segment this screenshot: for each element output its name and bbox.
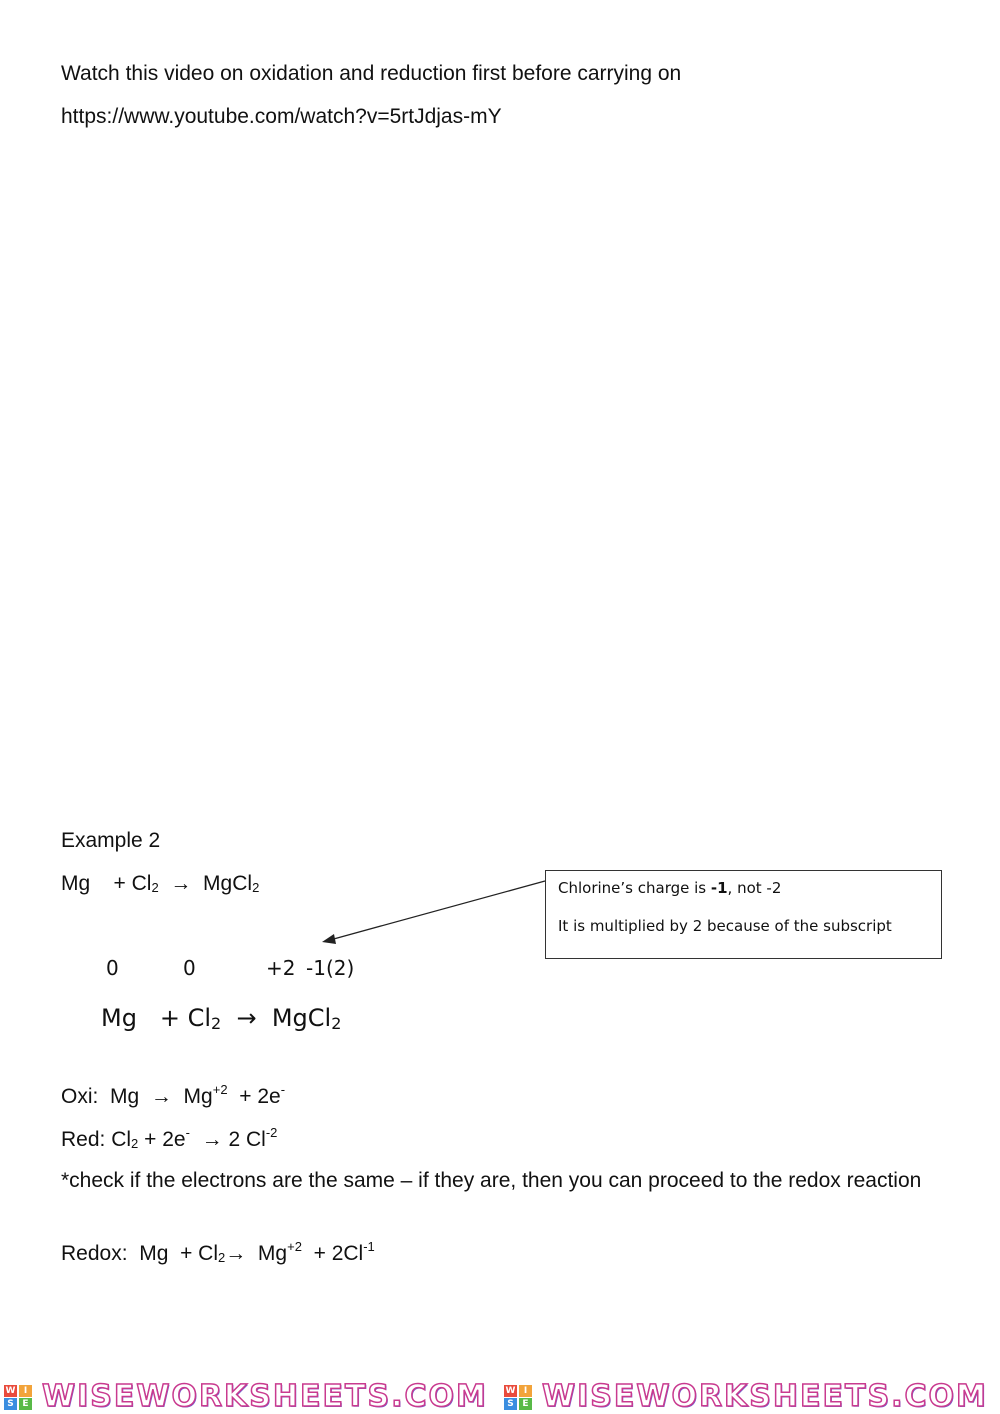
eq1-reactant2: + Cl [113, 872, 152, 895]
oxidation-line: Oxi: $Mg \to Mg^{+2} + 2e^-$ [61, 1082, 286, 1108]
brand-logo-1 [4, 1380, 488, 1413]
eq1-sub1: 2 [151, 880, 159, 895]
charge-mg-product: +2 [266, 956, 296, 980]
callout-box [545, 870, 942, 959]
check-note: *check if the electrons are the same – if they are, then you can proceed to the redox reaction [61, 1169, 922, 1192]
redox-line: Redox: $Mg + Cl_2\to Mg^{+2} + 2Cl^{-1}$ [61, 1239, 375, 1265]
callout-line-1: Chlorine’s charge is -1, not -2 [558, 879, 782, 897]
eq1-sub2: 2 [252, 880, 260, 895]
eq1-reactant1: Mg [61, 872, 91, 895]
brand-icon: W I S E [4, 1383, 36, 1411]
charge-cl2: 0 [183, 956, 196, 980]
brand-logo-2 [504, 1380, 988, 1413]
reduction-line: Red: $Cl_2 + 2e^- \to 2$ $Cl^{-2}$ [61, 1125, 278, 1151]
video-link[interactable]: https://www.youtube.com/watch?v=5rtJdjas-mY [61, 105, 502, 128]
charge-cl-product: -1(2) [306, 956, 355, 980]
equation-1 [61, 870, 259, 898]
footer-watermark [0, 1380, 1000, 1413]
eq1-arrow: → [170, 872, 192, 895]
equation-2: Mg + $Cl_2$ → MgCl$_2$ [101, 1004, 342, 1033]
brand-text: WISEWORKSHEETS.COM [42, 1379, 488, 1414]
charge-mg: 0 [106, 956, 119, 980]
callout-line-2: It is multiplied by 2 because of the subscript [558, 917, 892, 935]
brand-icon: W I S E [504, 1383, 536, 1411]
example-heading: Example 2 [61, 829, 161, 852]
eq1-product: MgCl [203, 872, 253, 895]
brand-text: WISEWORKSHEETS.COM [542, 1379, 988, 1414]
instruction-text: Watch this video on oxidation and reduction first before carrying on [61, 62, 682, 85]
